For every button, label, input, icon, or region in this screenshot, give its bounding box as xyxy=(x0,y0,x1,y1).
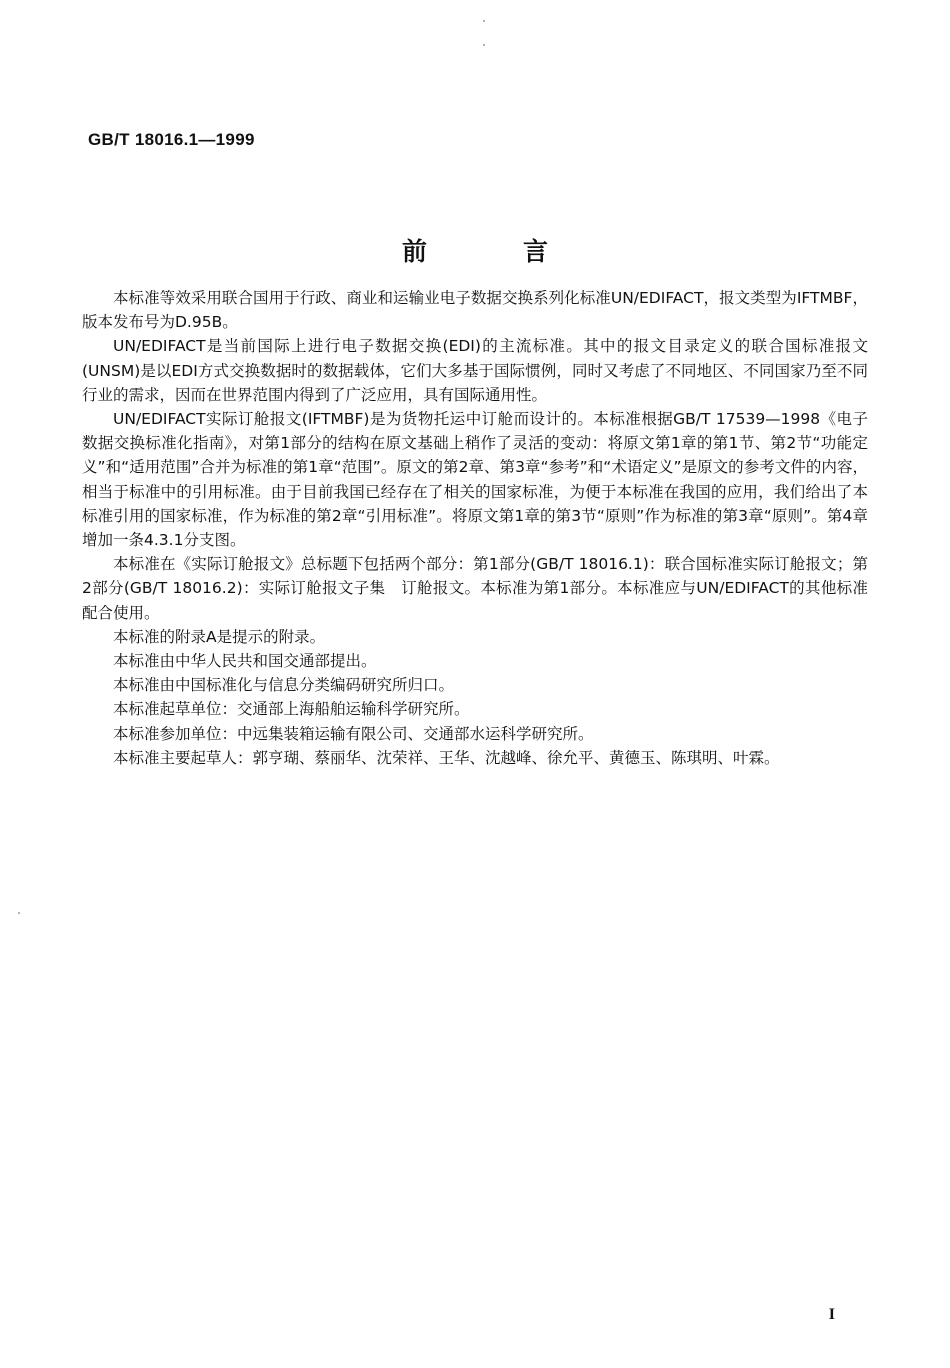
paragraph: 本标准等效采用联合国用于行政、商业和运输业电子数据交换系列化标准UN/EDIFACT，报文类型为IFTMBF，版本发布号为D.95B。 xyxy=(82,289,868,332)
scan-speck xyxy=(483,20,485,22)
paragraph: 本标准由中国标准化与信息分类编码研究所归口。 xyxy=(113,676,455,695)
scan-speck xyxy=(483,44,485,46)
page-title xyxy=(0,232,950,268)
standard-code: GB/T 18016.1—1999 xyxy=(88,130,255,149)
page-number: I xyxy=(828,1306,835,1323)
paragraph: UN/EDIFACT是当前国际上进行电子数据交换(EDI)的主流标准。其中的报文目录定义的联合国标准报文(UNSM)是以EDI方式交换数据时的数据载体，它们大多基于国际惯例，同时又考虑了不同地区、不同国家乃至不同行业的需求，因而在世界范围内得到了广泛应用，具有国际通用性。 xyxy=(82,337,868,404)
paragraph: UN/EDIFACT实际订舱报文(IFTMBF)是为货物托运中订舱而设计的。本标准根据GB/T 17539—1998《电子数据交换标准化指南》，对第1部分的结构在原文基础上稍作了灵活的变动：将原文第1章的第1节、第2节“功能定义”和“适用范围”合并为标准的第1章“范围”。原文的第2章、第3章“参考”和“术语定义”是原文的参考文件的内容，相当于标准中的引用标准。由于目前我国已经存在了相关的国家标准，为便于本标准在我国的应用，我们给出了本标准引用的国家标准，作为标准的第2章“引用标准”。将原文第1章的第3节“原则”作为标准的第3章“原则”。第4章增加一条4.3.1分支图。 xyxy=(82,410,868,550)
paragraph: 本标准的附录A是提示的附录。 xyxy=(113,627,326,646)
paragraph: 本标准参加单位：中远集装箱运输有限公司、交通部水运科学研究所。 xyxy=(113,724,594,743)
paragraph: 本标准由中华人民共和国交通部提出。 xyxy=(113,652,377,671)
paragraph: 本标准起草单位：交通部上海船舶运输科学研究所。 xyxy=(113,700,470,719)
foreword-body xyxy=(82,286,868,770)
paragraph: 本标准主要起草人：郭亨瑚、蔡丽华、沈荣祥、王华、沈越峰、徐允平、黄德玉、陈琪明、叶霖。 xyxy=(113,748,780,767)
scan-speck xyxy=(18,912,20,914)
title-char-2: 言 xyxy=(523,237,549,266)
paragraph: 本标准在《实际订舱报文》总标题下包括两个部分：第1部分(GB/T 18016.1)：联合国标准实际订舱报文；第2部分(GB/T 18016.2)：实际订舱报文子集 订舱报文。本标准为第1部分。本标准应与UN/EDIFACT的其他标准配合使用。 xyxy=(82,555,868,622)
title-char-1: 前 xyxy=(401,237,427,266)
